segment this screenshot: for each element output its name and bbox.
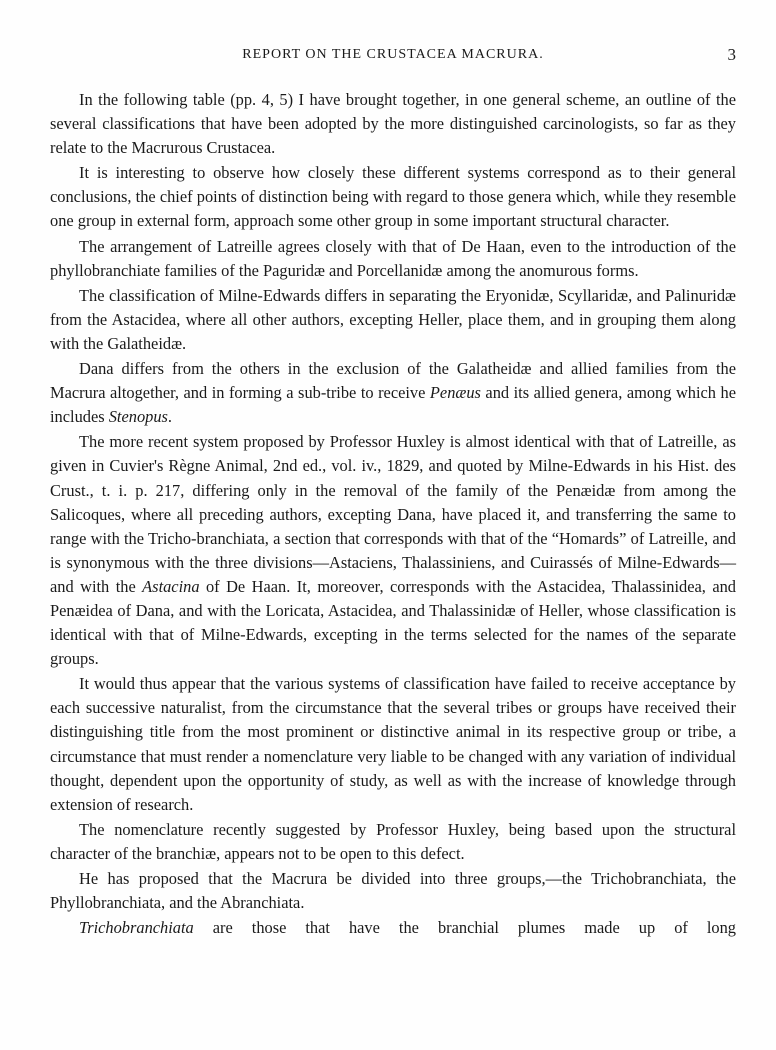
paragraph: [50, 430, 736, 671]
italic-term: Trichobranchiata: [79, 918, 194, 938]
italic-term: Astacina: [142, 576, 200, 596]
text-run: In the following table (pp. 4, 5) I have brought together, in one general scheme, an outline of the several classifications that have been adopted by the more distinguished carcinologists, so far as they relate to the Macrurous Crustacea.: [50, 90, 736, 158]
paragraph: [50, 88, 736, 160]
text-run: and its allied genera, among which he includes: [50, 383, 736, 427]
paragraph: [50, 818, 736, 866]
text-run: The classification of Milne-Edwards differs in separating the Eryonidæ, Scyllaridæ, and Palinuridæ from the Astacidea, where all other authors, excepting Heller, place them, and in grouping them along with the Galatheidæ.: [50, 285, 736, 353]
text-run: of De Haan. It, moreover, corresponds with the Astacidea, Thalassinidea, and Penæidea of Dana, and with the Loricata, Astacidea, and Thalassinidæ of Heller, whose classification is identical with that of Milne-Edwards, excepting in the terms selected for the names of the separate groups.: [50, 576, 736, 669]
paragraph: [50, 161, 736, 233]
paragraph: [50, 284, 736, 356]
paragraph: [50, 916, 736, 940]
paragraph: [50, 867, 736, 915]
running-header: [50, 45, 736, 69]
paragraph: [50, 235, 736, 283]
text-run: The nomenclature recently suggested by Professor Huxley, being based upon the structural character of the branchiæ, appears not to be open to this defect.: [50, 819, 736, 863]
text-run: It would thus appear that the various systems of classification have failed to receive acceptance by each successive naturalist, from the circumstance that the several tribes or groups have received their distinguishing title from the most prominent or distinctive animal in its respective group or tribe, a circumstance that must render a nomenclature very liable to be changed with any variation of individual thought, dependent upon the opportunity of study, as well as with the increase of knowledge through extension of research.: [50, 674, 736, 814]
paragraph: [50, 672, 736, 817]
text-run: are those that have the branchial plumes made up of long: [193, 918, 736, 938]
page-number: 3: [727, 45, 736, 64]
text-run: He has proposed that the Macrura be divided into three groups,—the Trichobranchiata, the Phyllobranchiata, and the Abranchiata.: [50, 869, 736, 913]
text-run: The more recent system proposed by Professor Huxley is almost identical with that of Latreille, as given in Cuvier's Règne Animal, 2nd ed., vol. iv., 1829, and quoted by Milne-Edwards in his Hist. des Crust., t. i. p. 217, differing only in the removal of the family of the Penæidæ from among the Salicoques, where all preceding authors, excepting Dana, have placed it, and transferring the same to range with the Tricho-branchiata, a section that corresponds with that of the “Homards” of Latreille, and is synonymous with the three divisions—Astaciens, Thalassiniens, and Cuirassés of Milne-Edwards—and with the: [50, 432, 736, 596]
text-run: Dana differs from the others in the exclusion of the Galatheidæ and allied families from the Macrura altogether, and in forming a sub-tribe to receive: [50, 359, 736, 403]
body-text: [50, 88, 736, 941]
header-title: REPORT ON THE CRUSTACEA MACRURA.: [242, 47, 544, 62]
text-run: .: [167, 407, 173, 427]
paragraph: [50, 357, 736, 429]
text-run: The arrangement of Latreille agrees closely with that of De Haan, even to the introduction of the phyllobranchiate families of the Paguridæ and Porcellanidæ among the anomurous forms.: [50, 236, 736, 280]
text-run: It is interesting to observe how closely these different systems correspond as to their general conclusions, the chief points of distinction being with regard to those genera which, while they resemble one group in external form, approach some other group in some important structural character.: [50, 163, 736, 231]
italic-term: Stenopus: [108, 407, 168, 427]
italic-term: Penæus: [429, 383, 481, 403]
